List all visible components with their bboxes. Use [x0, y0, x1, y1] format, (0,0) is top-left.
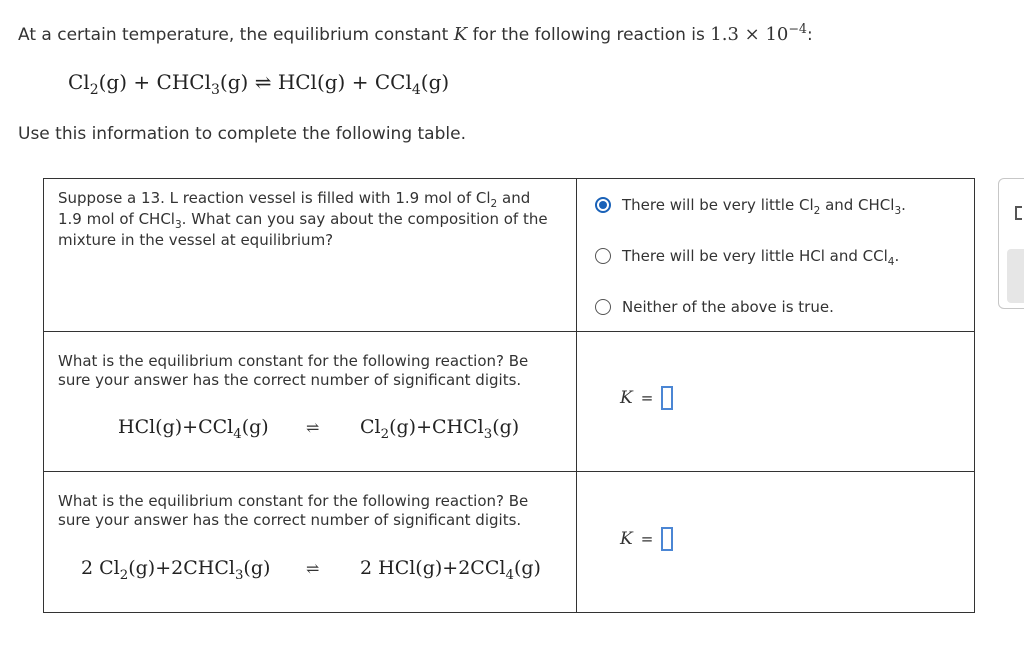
subscript: 2: [490, 198, 498, 210]
options-cell: [577, 179, 975, 332]
option-label: Neither of the above is true.: [622, 298, 834, 316]
reactant-1-subscript: 2: [89, 82, 99, 98]
equilibrium-arrow-icon: ⇌: [306, 418, 320, 437]
answer-cell: [577, 472, 975, 613]
reactant-1-phase: (g): [98, 70, 128, 94]
question-text: and: [497, 189, 531, 207]
plus-sign: +: [127, 70, 157, 94]
question-cell: [44, 179, 577, 332]
option-little-cl2-chcl3[interactable]: [595, 196, 906, 217]
answer-cell: [577, 332, 975, 472]
question-text: . What can you say about the composition of the: [181, 210, 548, 228]
k-exponent: −4: [788, 21, 807, 36]
reactant-2-subscript: 3: [210, 82, 220, 98]
radio-icon[interactable]: [595, 248, 611, 264]
reactant-1: Cl: [68, 70, 90, 94]
option-label: There will be very little $Cl_2$ and CHCl$_3$.: [622, 196, 906, 217]
composition-question: [58, 188, 590, 251]
k-value: [710, 21, 807, 45]
k-answer-line: [620, 386, 673, 410]
equals-sign: =: [640, 530, 654, 548]
equilibrium-arrow-icon: ⇌: [306, 559, 320, 578]
k-symbol: K: [453, 24, 468, 45]
subscript: 3: [174, 219, 182, 231]
question-text: Suppose a 13. L reaction vessel is filled with 1.9 mol of Cl: [58, 189, 491, 207]
product-1: HCl: [277, 70, 317, 94]
answer-table: [43, 178, 975, 613]
radio-icon[interactable]: [595, 299, 611, 315]
option-little-hcl-ccl4[interactable]: [595, 247, 900, 268]
reverse-products: $Cl_2(g)+CHCl_3(g)$: [360, 416, 520, 442]
table-row: [44, 179, 975, 332]
question-text: 1.9 mol of CHCl: [58, 210, 175, 228]
k-times-ten: × 10: [738, 24, 789, 45]
reactant-2: CHCl: [156, 70, 211, 94]
question-cell: [44, 472, 577, 613]
equilibrium-arrow-icon: ⇌: [254, 70, 272, 94]
doubled-reactants: 2 $Cl_2(g)+2CHCl_3(g)$: [81, 557, 271, 583]
reactant-2-phase: (g): [219, 70, 249, 94]
k-answer-input[interactable]: [661, 527, 673, 551]
question-cell: [44, 332, 577, 472]
doubled-k-question: [58, 492, 528, 530]
question-text: sure your answer has the correct number of significant digits.: [58, 511, 522, 529]
radio-selected-icon[interactable]: [595, 197, 611, 213]
k-symbol: K: [620, 529, 633, 549]
table-row: [44, 332, 975, 472]
product-2-phase: (g): [420, 70, 450, 94]
intro-middle: for the following reaction is: [467, 25, 711, 45]
doubled-products: 2 HCl(g)+2CCl$_4$(g): [360, 557, 541, 583]
reverse-k-question: [58, 352, 528, 390]
main-reaction-equation: [68, 70, 450, 98]
k-answer-line: [620, 527, 673, 551]
product-2: CCl: [374, 70, 412, 94]
question-text: What is the equilibrium constant for the following reaction? Be: [58, 492, 529, 510]
product-2-subscript: 4: [411, 82, 421, 98]
intro-suffix: :: [806, 25, 813, 45]
side-toolbar: [998, 178, 1024, 309]
option-neither[interactable]: [595, 298, 834, 316]
plus-sign: +: [345, 70, 375, 94]
toolbar-button[interactable]: [1007, 249, 1024, 303]
product-1-phase: (g): [316, 70, 346, 94]
equals-sign: =: [640, 389, 654, 407]
intro-text: [18, 21, 813, 45]
bracket-icon[interactable]: [1015, 206, 1022, 220]
k-symbol: K: [620, 388, 633, 408]
option-label: There will be very little HCl and CCl$_4$.: [622, 247, 900, 268]
instruction-text: Use this information to complete the following table.: [18, 124, 466, 144]
question-text: sure your answer has the correct number of significant digits.: [58, 371, 522, 389]
table-row: [44, 472, 975, 613]
intro-prefix: At a certain temperature, the equilibrium constant: [18, 25, 454, 45]
question-text: What is the equilibrium constant for the following reaction? Be: [58, 352, 529, 370]
reverse-reactants: HCl(g)+CCl$_4$(g): [118, 416, 269, 442]
k-mantissa: 1.3: [710, 24, 739, 45]
question-text: mixture in the vessel at equilibrium?: [58, 231, 334, 249]
k-answer-input[interactable]: [661, 386, 673, 410]
